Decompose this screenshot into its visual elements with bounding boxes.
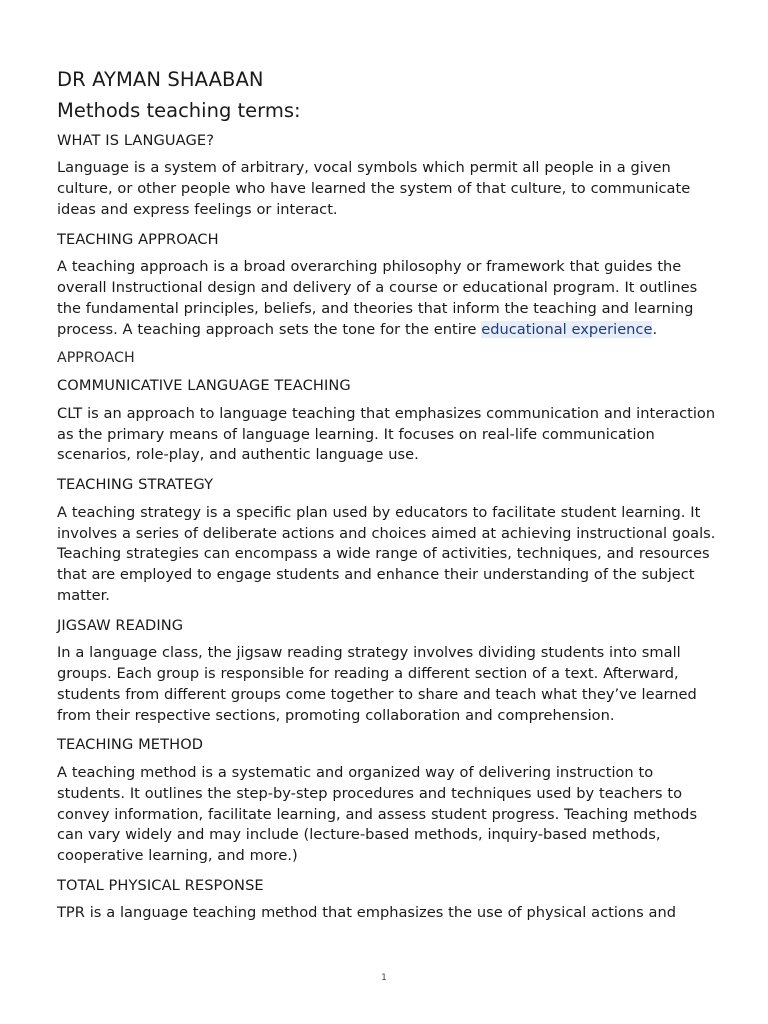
highlighted-link-educational-experience[interactable]: educational experience	[481, 320, 653, 338]
page-number: 1	[381, 973, 387, 983]
paragraph-approach-text: A teaching approach is a broad overarching philosophy or framework that guides the overall Instructional design and delivery of a course or educational program. It outlines the fundamental principles, beliefs, and theories that inform the teaching and learning process. A teaching approach sets the tone for the entire	[57, 258, 698, 338]
author-name: DR AYMAN SHAABAN	[57, 68, 264, 91]
heading-what-is-language: WHAT IS LANGUAGE?	[57, 131, 215, 149]
heading-jigsaw-reading: JIGSAW READING	[57, 616, 184, 634]
heading-teaching-approach: TEACHING APPROACH	[57, 230, 219, 248]
page-title: Methods teaching terms:	[57, 99, 301, 123]
heading-teaching-strategy: TEACHING STRATEGY	[57, 476, 214, 494]
heading-teaching-method: TEACHING METHOD	[57, 736, 204, 754]
paragraph-tpr: TPR is a language teaching method that emphasizes the use of physical actions and	[57, 904, 676, 922]
paragraph-language: Language is a system of arbitrary, vocal symbols which permit all people in a given culture, or other people who have learned the system of that culture, to communicate ideas and express feelings or interact.	[57, 159, 691, 218]
document-page	[57, 68, 725, 934]
paragraph-clt: CLT is an approach to language teaching that emphasizes communication and interaction as the primary means of language learning. It focuses on real-life communication scenarios, role-play, and authentic language use.	[57, 404, 716, 464]
paragraph-approach	[57, 257, 725, 340]
paragraph-strategy: A teaching strategy is a specific plan used by educators to facilitate student learning. It involves a series of deliberate actions and choices aimed at achieving instructional goals. Teaching strategies can encompass a wide range of activities, techniques, and resources that are employed to engage students and enhance their understanding of the subject matter.	[57, 503, 716, 604]
paragraph-jigsaw: In a language class, the jigsaw reading strategy involves dividing students into small groups. Each group is responsible for reading a different section of a text. Afterward, students from different groups come together to share and teach what they’ve learned from their respective sections, promoting collaboration and comprehension.	[57, 644, 697, 724]
heading-clt: COMMUNICATIVE LANGUAGE TEACHING	[57, 377, 351, 395]
heading-tpr: TOTAL PHYSICAL RESPONSE	[57, 876, 264, 894]
label-approach: APPROACH	[57, 350, 135, 367]
paragraph-method: A teaching method is a systematic and organized way of delivering instruction to students. It outlines the step-by-step procedures and techniques used by teachers to convey information, facilitate learning, and assess student progress. Teaching methods can vary widely and may include (lecture-based methods, inquiry-based methods, cooperative learning, and more.)	[57, 763, 698, 865]
paragraph-approach-end: .	[652, 320, 658, 338]
